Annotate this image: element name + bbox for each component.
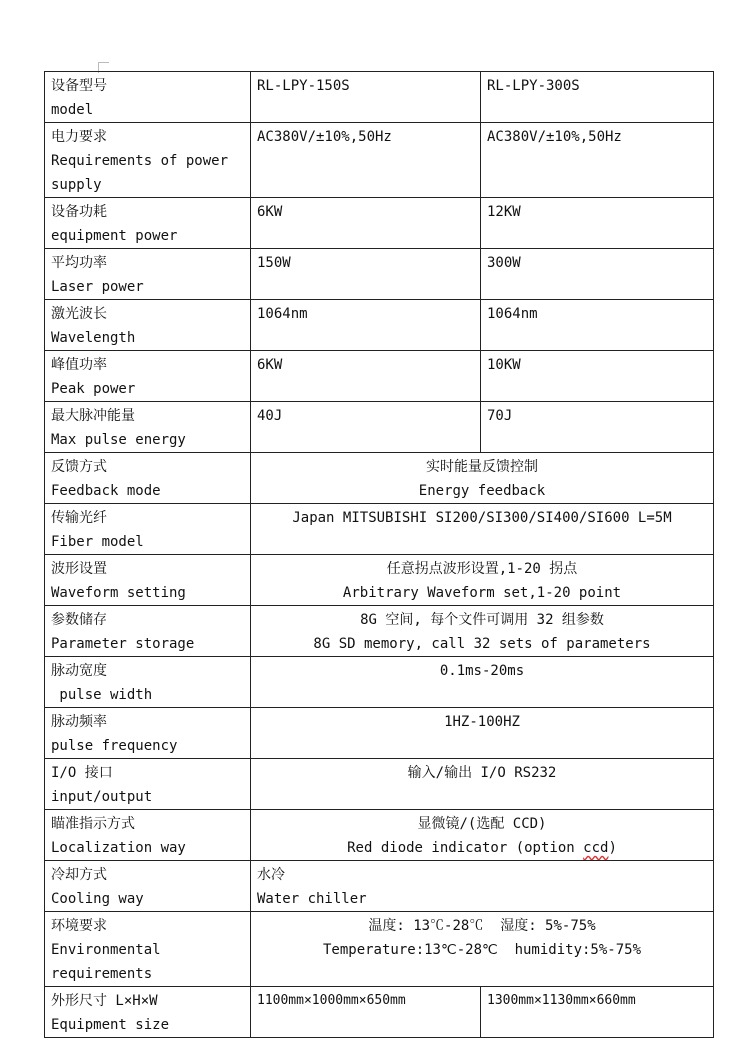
merged-value-en: 8G SD memory, call 32 sets of parameters (313, 636, 651, 652)
value-cell-150s: 40J (251, 402, 481, 453)
merged-value-cell (251, 453, 714, 504)
label-zh: 脉动宽度 (51, 663, 107, 679)
label-cell (45, 987, 251, 1038)
table-row (45, 708, 714, 759)
merged-value-cell (251, 657, 714, 708)
merged-value-zh: 水冷 (257, 867, 285, 883)
label-en: Cooling way (51, 891, 144, 907)
label-en: supply (51, 177, 102, 193)
table-row (45, 198, 714, 249)
label-zh: 平均功率 (51, 255, 107, 271)
merged-value-zh: 显微镜/(选配 CCD) (417, 816, 547, 832)
label-en: Environmental (51, 942, 161, 958)
label-en: requirements (51, 966, 153, 982)
label-en: Max pulse energy (51, 432, 186, 448)
label-zh: 脉动频率 (51, 714, 107, 730)
value-cell-300s: 10KW (481, 351, 714, 402)
label-en: Localization way (51, 840, 186, 856)
merged-value-en: Red diode indicator (option ccd) (347, 840, 617, 856)
spec-table (44, 71, 714, 1038)
table-row (45, 402, 714, 453)
label-en: Waveform setting (51, 585, 186, 601)
merged-value-zh: 实时能量反馈控制 (426, 459, 538, 475)
label-cell (45, 657, 251, 708)
spellcheck-underline: ccd (583, 840, 609, 856)
table-row (45, 72, 714, 123)
table-row (45, 810, 714, 861)
label-cell (45, 402, 251, 453)
label-cell (45, 453, 251, 504)
value-cell-300s: 1300mm×1130mm×660mm (481, 987, 714, 1038)
merged-value-cell (251, 810, 714, 861)
label-en: Equipment size (51, 1017, 170, 1033)
value-cell-150s: 1100mm×1000mm×650mm (251, 987, 481, 1038)
label-zh: 最大脉冲能量 (51, 408, 135, 424)
label-cell (45, 123, 251, 198)
value-cell-150s: RL-LPY-150S (251, 72, 481, 123)
value-cell-150s: 6KW (251, 351, 481, 402)
label-zh: 冷却方式 (51, 867, 107, 883)
value-cell-150s: 6KW (251, 198, 481, 249)
label-zh: 瞄准指示方式 (51, 816, 135, 832)
label-zh: 波形设置 (51, 561, 107, 577)
table-row (45, 123, 714, 198)
value-cell-150s: 1064nm (251, 300, 481, 351)
value-cell-150s: 150W (251, 249, 481, 300)
label-cell (45, 504, 251, 555)
label-cell (45, 300, 251, 351)
label-cell (45, 708, 251, 759)
label-en: Feedback mode (51, 483, 161, 499)
label-cell (45, 249, 251, 300)
value-cell-300s: AC380V/±10%,50Hz (481, 123, 714, 198)
label-zh: 反馈方式 (51, 459, 107, 475)
table-row (45, 453, 714, 504)
merged-value: 0.1ms-20ms (439, 663, 525, 679)
label-cell (45, 198, 251, 249)
table-row (45, 759, 714, 810)
merged-value: Japan MITSUBISHI SI200/SI300/SI400/SI600 L=5M (292, 510, 672, 526)
label-en: Peak power (51, 381, 136, 397)
label-cell (45, 555, 251, 606)
label-zh: 设备功耗 (51, 204, 107, 220)
label-zh: I/O 接口 (51, 765, 113, 781)
table-row (45, 657, 714, 708)
label-zh: 传输光纤 (51, 510, 107, 526)
label-cell (45, 810, 251, 861)
table-row (45, 351, 714, 402)
label-cell (45, 351, 251, 402)
value-cell-300s: 1064nm (481, 300, 714, 351)
value-cell-150s: AC380V/±10%,50Hz (251, 123, 481, 198)
label-zh: 参数储存 (51, 612, 107, 628)
merged-value-cell (251, 759, 714, 810)
label-en: Fiber model (51, 534, 144, 550)
value-cell-300s: 70J (481, 402, 714, 453)
label-en: Laser power (51, 279, 144, 295)
label-zh: 峰值功率 (51, 357, 107, 373)
table-row (45, 249, 714, 300)
label-cell (45, 759, 251, 810)
table-row (45, 300, 714, 351)
label-cell (45, 606, 251, 657)
label-zh: 电力要求 (51, 129, 107, 145)
label-zh: 激光波长 (51, 306, 107, 322)
merged-value-zh: 任意拐点波形设置,1-20 拐点 (386, 561, 578, 577)
table-row (45, 504, 714, 555)
merged-value-cell (251, 861, 714, 912)
merged-value-en: Arbitrary Waveform set,1-20 point (342, 585, 622, 601)
label-en: Requirements of power (51, 153, 229, 169)
label-cell (45, 912, 251, 987)
merged-value-cell (251, 555, 714, 606)
value-cell-300s: RL-LPY-300S (481, 72, 714, 123)
label-en: Wavelength (51, 330, 136, 346)
merged-value: 1HZ-100HZ (444, 714, 520, 730)
merged-value-cell (251, 504, 714, 555)
merged-value-cell (251, 708, 714, 759)
label-en: model (51, 102, 94, 118)
label-en: pulse frequency (51, 738, 178, 754)
label-zh: 环境要求 (51, 918, 107, 934)
label-zh: 设备型号 (51, 78, 107, 94)
table-row (45, 606, 714, 657)
table-row (45, 861, 714, 912)
merged-value-zh: 8G 空间, 每个文件可调用 32 组参数 (360, 612, 604, 628)
table-row (45, 555, 714, 606)
label-en: input/output (51, 789, 153, 805)
label-en: pulse width (51, 687, 153, 703)
table-row (45, 912, 714, 987)
label-zh: 外形尺寸 L×H×W (51, 993, 158, 1009)
merged-value-en: Temperature:13℃-28℃ humidity:5%-75% (322, 942, 642, 958)
value-cell-300s: 300W (481, 249, 714, 300)
label-en: equipment power (51, 228, 178, 244)
merged-value-zh: 温度: 13℃-28℃ 湿度: 5%-75% (368, 918, 596, 934)
label-cell (45, 72, 251, 123)
merged-value-cell (251, 606, 714, 657)
label-cell (45, 861, 251, 912)
merged-value-en: Energy feedback (418, 483, 546, 499)
merged-value-en: Water chiller (257, 891, 367, 907)
merged-value: 输入/输出 I/O RS232 (407, 765, 557, 781)
table-row (45, 987, 714, 1038)
value-cell-300s: 12KW (481, 198, 714, 249)
label-en: Parameter storage (51, 636, 195, 652)
merged-value-cell (251, 912, 714, 987)
